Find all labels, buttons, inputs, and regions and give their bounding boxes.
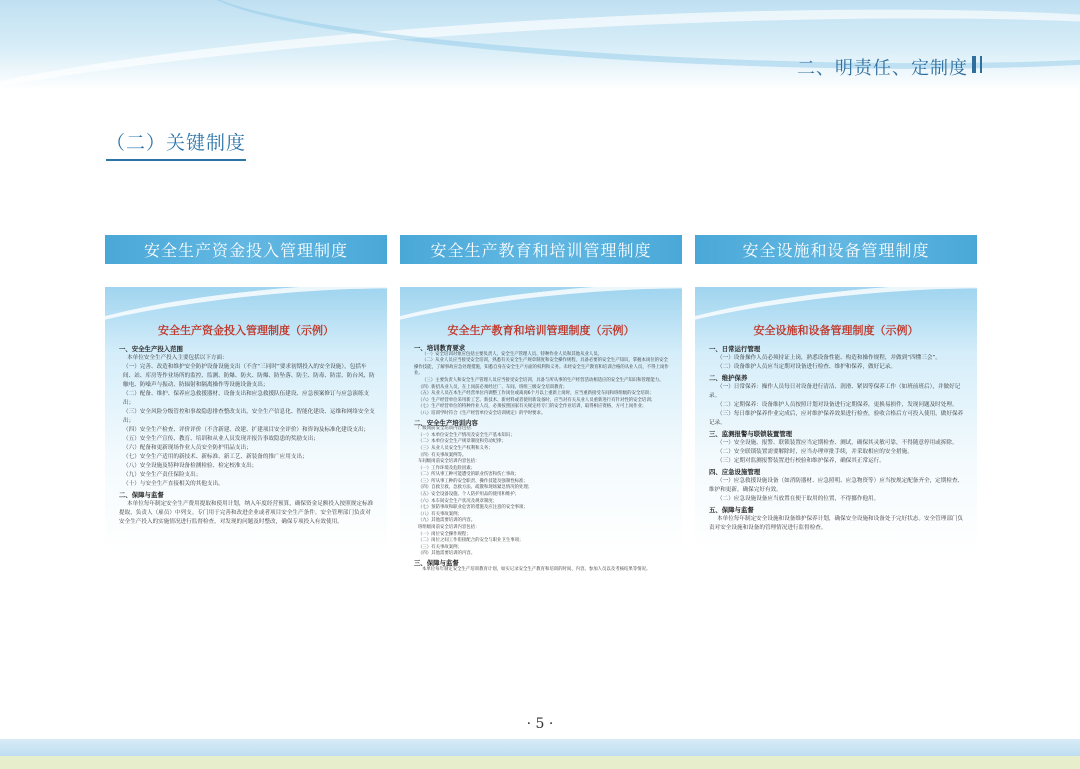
document-line: （七）预防事故和职业危害的措施及应注意的安全事项；	[418, 505, 528, 511]
document-line: （三）有关事故案例；	[418, 544, 462, 550]
document-thumbnail-equipment[interactable]	[695, 287, 977, 666]
document-line: 车间级岗前安全培训内容包括：	[418, 459, 480, 465]
document-line: （八）培训学时符合《生产经营单位安全培训规定》的学时要求。	[418, 410, 546, 416]
page-number: · 5 ·	[526, 716, 554, 732]
section-header: 二、明责任、定制度	[797, 58, 968, 79]
document-line: （七）安全生产适用的新技术、新标准、新工艺、新装备的推广应用支出；	[123, 454, 308, 460]
document-line: （四）新招从业人员，在上岗前必须经过厂、车间、班组三级安全培训教育；	[418, 384, 568, 390]
document-heading: 一、日常运行管理	[709, 345, 761, 353]
document-line: （二）设备维护人员应当定期对设备进行检查、维护和保养，做好记录。	[717, 364, 897, 370]
document-line: （四）其他需要培训的内容。	[418, 551, 476, 557]
section-marker-thin	[980, 56, 982, 73]
document-line: （二）定期保养：设备维护人员按照计划对设备进行定期保养，更换易损件，发现问题及时处理。	[717, 402, 958, 408]
document-line: （九）安全生产责任保险支出；	[123, 472, 202, 478]
document-line: （九）其他需要培训的内容。	[418, 518, 476, 524]
document-heading: 一、安全生产投入范围	[119, 345, 183, 353]
document-title: 安全设施和设备管理制度（示例）	[753, 324, 919, 337]
document-line: 本单位每年制定安全设施和设备维护保养计划，确保安全设施和设备处于完好状态。安全管理部门负责对安全设施和设备的管理情况进行监督检查。	[709, 516, 964, 531]
document-line: 本单位安全生产投入主要包括以下方面：	[127, 355, 228, 361]
document-heading: 三、监测报警与联锁装置管理	[709, 430, 793, 438]
document-line: （三）安全风险分级管控和事故隐患排查整改支出，安全生产信息化、智能化建设、运维和网络安全支出；	[123, 409, 375, 424]
document-line: （八）安全设施及特种设备检测检验、检定校准支出；	[123, 463, 258, 469]
document-line: （四）有关事故案例等。	[418, 452, 467, 458]
document-line: （二）本单位安全生产规章制度和劳动纪律；	[418, 439, 506, 445]
document-line: （三）主要负责人和安全生产管理人员应当接受安全培训，具备与所从事的生产经营活动相适应的安全生产知识和管理能力。	[422, 377, 664, 383]
document-line: （三）定期对监测报警装置进行校验和维护保养，确保其正常运行。	[717, 458, 885, 464]
document-heading: 四、应急设施管理	[709, 468, 761, 476]
document-line: 厂级岗前安全培训内容包括：	[418, 426, 476, 432]
document-body	[414, 343, 670, 573]
document-line: （五）安全设备设施、个人防护用品的使用和维护；	[418, 492, 519, 498]
document-line: （三）每日维护保养作业完成后，应对维护保养效果进行检查，验收合格后方可投入使用，做好保养记录。	[709, 411, 964, 426]
document-line: （一）应急救援设施设备（如消防器材、应急照明、应急物资等）应当按规定配备齐全，定期检查、维护和更新，确保完好有效。	[709, 478, 964, 493]
document-line: （六）本车间安全生产状况及规章制度；	[418, 498, 498, 504]
document-line: （一）本单位安全生产情况及安全生产基本知识；	[418, 432, 515, 438]
document-line: （五）安全生产宣传、教育、培训和从业人员发现并报告事故隐患的奖励支出；	[123, 436, 319, 442]
document-body	[709, 343, 965, 533]
document-line: （一）完善、改造和维护安全防护设备设施支出（不含“三同时”要求初期投入的安全设施），包括车间、站、库房等作业场所的监控、监测、防爆、防火、防爆、防坠落、防尘、防毒、防雷、防台风、防触电、防噪声与振动、防辐射和隔离操作等设施设备支出；	[123, 364, 375, 388]
document-line: （二）应急设施设备应当放置在便于取用的位置，不得挪作他用。	[717, 496, 880, 502]
document-line: （一）日常保养：操作人员每日对设备进行清洁、润滑、紧固等保养工作（如班前班后），并做好记录。	[709, 384, 961, 399]
document-line: 本单位每年制定安全生产培训教育计划，如实记录安全生产教育和培训的时间、内容、参加人员以及考核结果等情况。	[422, 566, 651, 572]
document-line: （二）从业人员应当接受安全培训，熟悉有关安全生产规章制度和安全操作规程，具备必要的安全生产知识，掌握本岗位的安全操作技能，了解事故应急处理措施，知悉自身在安全生产方面的权利和义务。未经安全生产教育和培训合格的从业人员，不得上岗作业。	[414, 358, 669, 377]
document-line: （二）安全联锁装置需要解除时，应当办理审批手续，并采取相应的安全措施。	[717, 449, 913, 455]
document-line: （二）所从事工种可能遭受的职业伤害和伤亡事故；	[418, 472, 519, 478]
document-line: （七）生产经营单位的特种作业人员，必须按照国家有关规定经专门的安全作业培训，取得相应资格，方可上岗作业；	[418, 404, 647, 410]
document-line: （一）安全设施、报警、联锁装置应当定期检查、测试，确保其灵敏可靠，不得随意停用或拆除。	[717, 440, 958, 446]
document-line: （一）工作环境及危险因素；	[418, 465, 476, 471]
document-heading: 二、保障与监督	[119, 491, 164, 499]
column-header-funding: 安全生产资金投入管理制度	[105, 235, 387, 264]
document-thumbnail-training[interactable]	[400, 287, 682, 666]
document-line: （四）安全生产检查、评价评价（不含新建、改建、扩建项目安全评价）和咨询及标准化建设支出；	[123, 427, 370, 433]
document-heading: 二、安全生产培训内容	[414, 418, 478, 427]
section-marker	[972, 56, 976, 73]
document-line: （三）从业人员安全生产权利和义务；	[418, 445, 493, 451]
document-line: （一）安全培训对象应包括主要负责人、安全生产管理人员、特种作业人员和其他从业人员。	[422, 351, 603, 357]
document-line: 班组级岗前安全培训内容包括：	[418, 525, 480, 531]
document-thumbnail-funding[interactable]	[105, 287, 387, 666]
document-line: （六）生产经营单位采用新工艺、新技术、新材料或者使用新设备时，应当对有关从业人员重新进行有针对性的安全培训；	[418, 397, 656, 403]
document-heading: 二、维护保养	[709, 374, 748, 382]
document-line: （四）自救互救、急救方法、疏散和现场紧急情况的处理；	[418, 485, 533, 491]
bottom-banner	[0, 739, 1080, 769]
document-heading: 五、保障与监督	[709, 506, 754, 514]
page-title: （二）关键制度	[106, 128, 246, 161]
document-line: （十）与安全生产直接相关的其他支出。	[123, 481, 224, 487]
column-header-training: 安全生产教育和培训管理制度	[400, 235, 682, 264]
column-header-equipment: 安全设施和设备管理制度	[695, 235, 977, 264]
document-line: （一）岗位安全操作规程；	[418, 531, 471, 537]
document-line: （八）有关事故案例；	[418, 511, 462, 517]
document-line: （二）配备、维护、保养应急救援器材、设备支出和应急救援队伍建设、应急预案修订与应急演练支出；	[123, 391, 370, 406]
document-body	[119, 343, 375, 527]
document-line: 本单位每年制定安全生产费用提取和使用计划，纳入年度经营预算，确保资金足额投入按照规定标准提取，负责人（雇员）中列支。专门用于完善和改进企业或者项目安全生产条件。安全管理部门负责对安全生产投入的实施情况进行监督检查，对发现的问题及时整改，确保专项投入有效使用。	[119, 501, 374, 525]
document-title: 安全生产教育和培训管理制度（示例）	[447, 324, 635, 337]
document-title: 安全生产资金投入管理制度（示例）	[158, 324, 334, 337]
document-line: （三）所从事工种的安全职责、操作技能及强制性标准；	[418, 478, 528, 484]
document-heading: 一、培训教育要求	[414, 344, 466, 352]
document-line: （六）配备和更新现场作业人员安全防护用品支出；	[123, 445, 252, 451]
document-line: （一）设备操作人员必须持证上岗，熟悉设备性能、构造和操作规程，并做到“四懂三会”。	[717, 355, 941, 361]
document-line: （五）从业人员在本生产经营单位内调整工作岗位或离岗6个月以上重新上岗时，应当重新接受车间和班组级的安全培训；	[418, 391, 654, 397]
document-line: （二）岗位之间工作衔接配合的安全与职业卫生事项；	[418, 538, 524, 544]
document-heading: 三、保障与监督	[414, 559, 459, 567]
